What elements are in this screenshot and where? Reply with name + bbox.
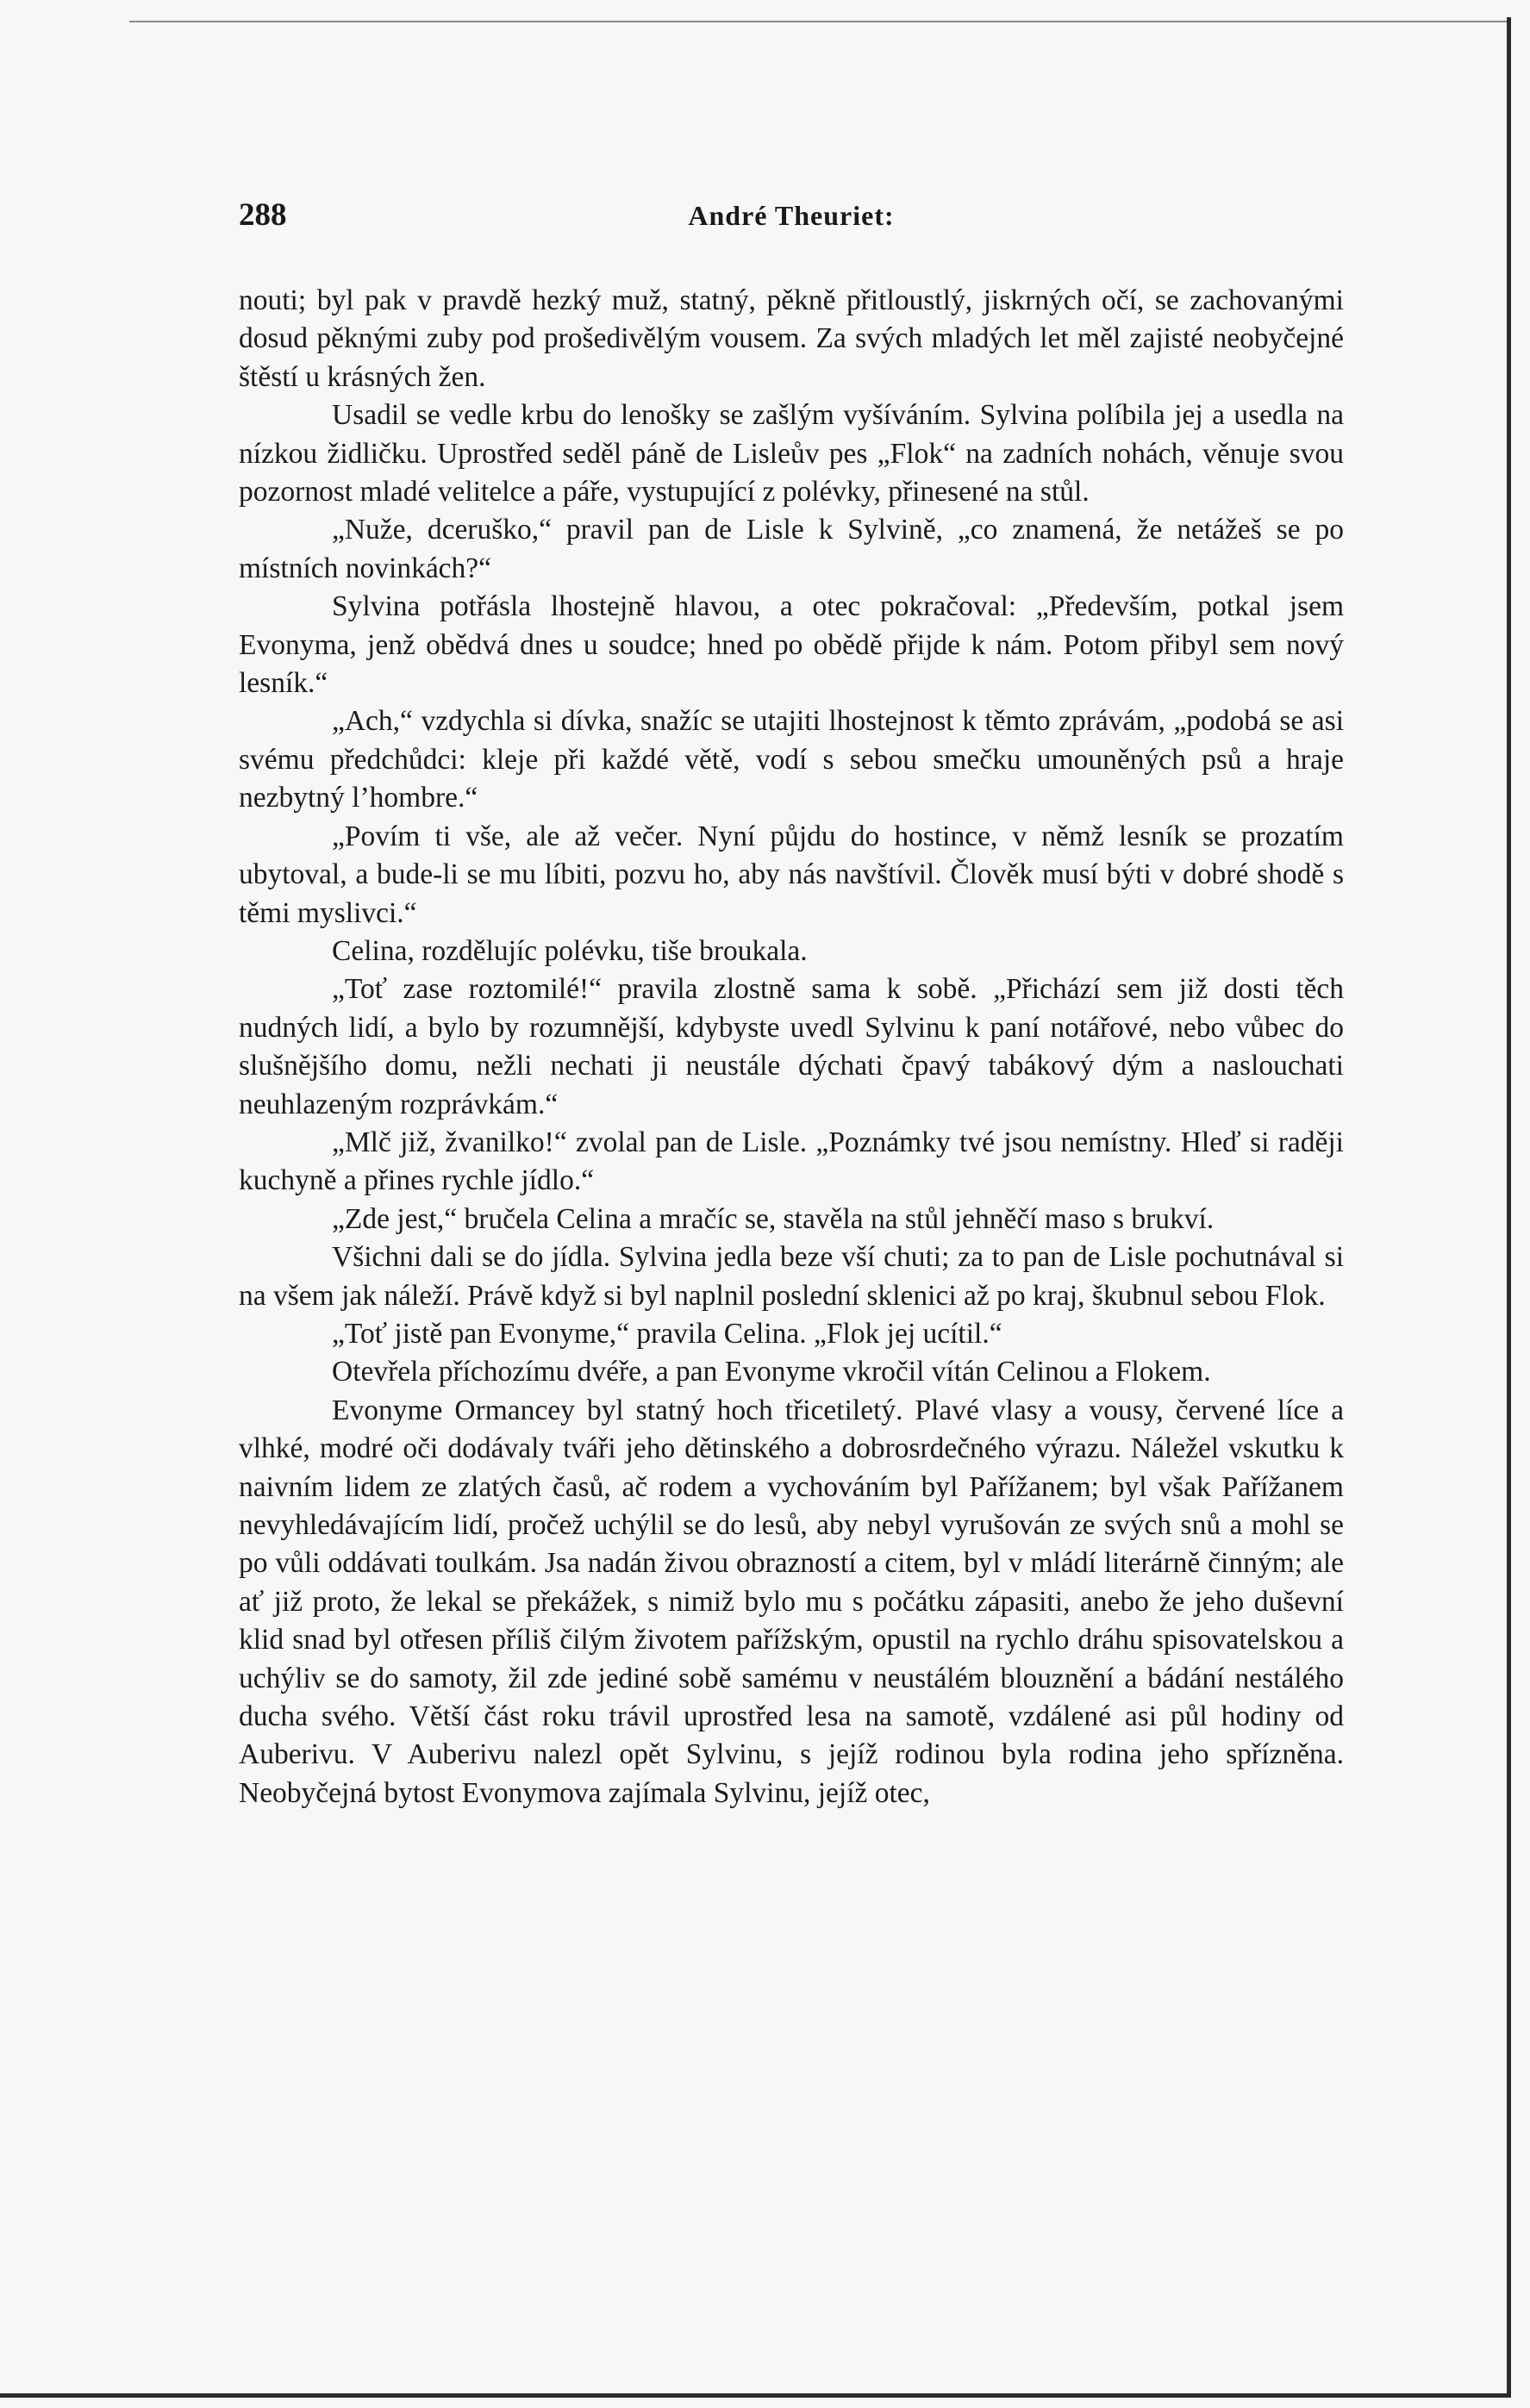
paragraph: Všichni dali se do jídla. Sylvina jedla beze vší chuti; za to pan de Lisle pochutnával si na všem jak náleží. Právě když si byl naplnil poslední sklenici až po kraj, škubnul sebou Flok.: [239, 1241, 1344, 1312]
paragraph: nouti; byl pak v pravdě hezký muž, statný, pěkně přitloustlý, jiskrných očí, se zachovanými dosud pěknými zuby pod prošedivělým vousem. Za svých mladých let měl zajisté neobyčejné štěstí u krásných žen.: [239, 284, 1344, 393]
paragraph: „Zde jest,“ bručela Celina a mračíc se, stavěla na stůl jehněčí maso s brukví.: [332, 1202, 1215, 1235]
paragraph: „Povím ti vše, ale až večer. Nyní půjdu do hostince, v němž lesník se prozatím ubytoval, a bude-li se mu líbiti, pozvu ho, aby nás navštívil. Člověk musí býti v dobré shodě s těmi myslivci.“: [239, 820, 1344, 929]
paragraph: „Mlč již, žvanilko!“ zvolal pan de Lisle. „Poznámky tvé jsou nemístny. Hleď si raději kuchyně a přines rychle jídlo.“: [239, 1126, 1344, 1197]
body-text: [239, 282, 1344, 1812]
scan-edge-top: [129, 21, 1508, 22]
paragraph: „Ach,“ vzdychla si dívka, snažíc se utajiti lhostejnost k těmto zprávám, „podobá se asi svému předchůdci: kleje při každé větě, vodí s sebou smečku umouněných psů a hraje nezbytný l’hombre.“: [239, 705, 1344, 814]
paragraph: „Toť jistě pan Evonyme,“ pravila Celina. „Flok jej ucítil.“: [332, 1317, 1002, 1350]
paragraph: Evonyme Ormancey byl statný hoch třicetiletý. Plavé vlasy a vousy, červené líce a vlhké, modré oči dodávaly tváři jeho dětinského a dobrosrdečného výrazu. Náležel vskutku k naivním lidem ze zlatých časů, ač rodem a vychováním byl Pařížanem; byl však Pařížanem nevyhledávajícím lidí, pročež uchýlil se do lesů, aby nebyl vyrušován ze svých snů a mohl se po vůli oddávati toulkám. Jsa nadán živou obrazností a citem, byl v mládí literárně činným; ale ať již proto, že lekal se překážek, s nimiž bylo mu s počátku zápasiti, anebo že jeho duševní klid snad byl otřesen příliš čilým životem pařížským, opustil na rychlo dráhu spisovatelskou a uchýliv se do samoty, žil zde jediné sobě samému v neustálém blouznění a bádání nestálého ducha svého. Větší část roku trávil uprostřed lesa na samotě, vzdálené asi půl hodiny od Auberivu. V Auberivu nalezl opět Sylvinu, s jejíž rodinou byla rodina jeho spřízněna. Neobyčejná bytost Evonymova zajímala Sylvinu, jejíž otec,: [239, 1394, 1344, 1809]
scan-edge-bottom: [0, 2393, 1511, 2398]
paragraph: Celina, rozdělujíc polévku, tiše broukala.: [332, 934, 808, 967]
page-number: 288: [239, 197, 287, 233]
scan-edge-right: [1507, 17, 1511, 2396]
paragraph: Usadil se vedle krbu do lenošky se zašlým vyšíváním. Sylvina políbila jej a usedla na nízkou židličku. Uprostřed seděl páně de Lisleův pes „Flok“ na zadních nohách, věnuje svou pozornost mladé velitelce a páře, vystupující z polévky, přinesené na stůl.: [239, 399, 1344, 508]
paragraph: Otevřela příchozímu dvéře, a pan Evonyme vkročil vítán Celinou a Flokem.: [332, 1356, 1211, 1388]
paragraph: Sylvina potřásla lhostejně hlavou, a otec pokračoval: „Především, potkal jsem Evonyma, jenž obědvá dnes u soudce; hned po obědě přijde k nám. Potom přibyl sem nový lesník.“: [239, 590, 1344, 700]
page-header: [239, 197, 1344, 248]
paragraph: „Nuže, dceruško,“ pravil pan de Lisle k Sylvině, „co znamená, že netážeš se po místních novinkách?“: [239, 514, 1344, 584]
running-head: André Theuriet:: [688, 200, 895, 231]
paragraph: „Toť zase roztomilé!“ pravila zlostně sama k sobě. „Přichází sem již dosti těch nudných lidí, a bylo by rozumnější, kdybyste uvedl Sylvinu k paní notářové, nebo vůbec do slušnějšího domu, nežli nechati ji neustále dýchati čpavý tabákový dým a naslouchati neuhlazeným rozprávkám.“: [239, 973, 1344, 1120]
